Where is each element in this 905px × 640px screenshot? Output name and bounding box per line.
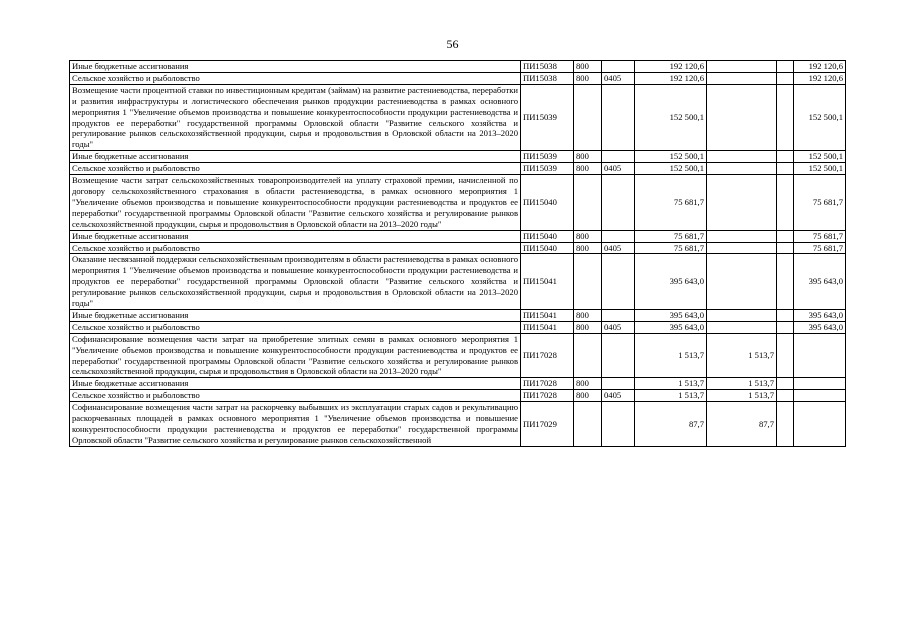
cell-target-code: ПИ15038 [521, 72, 574, 84]
cell-amount-c [777, 254, 794, 310]
cell-section [602, 84, 635, 150]
cell-amount-b [707, 321, 777, 333]
cell-target-code: ПИ15040 [521, 242, 574, 254]
cell-target-code: ПИ17028 [521, 333, 574, 378]
cell-expense-type [574, 402, 602, 447]
cell-target-code: ПИ15039 [521, 151, 574, 163]
cell-amount-b [707, 254, 777, 310]
cell-expense-type: 800 [574, 151, 602, 163]
cell-amount-c [777, 84, 794, 150]
cell-name: Иные бюджетные ассигнования [70, 309, 521, 321]
table-row [70, 321, 846, 333]
cell-expense-type: 800 [574, 163, 602, 175]
cell-total [794, 378, 846, 390]
cell-expense-type [574, 254, 602, 310]
cell-section [602, 402, 635, 447]
cell-amount-a: 395 643,0 [635, 309, 707, 321]
cell-section: 0405 [602, 321, 635, 333]
cell-total [794, 402, 846, 447]
cell-expense-type [574, 84, 602, 150]
cell-total: 152 500,1 [794, 84, 846, 150]
table-row [70, 309, 846, 321]
table-row [70, 390, 846, 402]
table-body [70, 61, 846, 447]
cell-amount-c [777, 175, 794, 231]
cell-amount-a: 75 681,7 [635, 242, 707, 254]
budget-table [69, 60, 846, 447]
cell-target-code: ПИ15040 [521, 230, 574, 242]
cell-amount-a: 192 120,6 [635, 72, 707, 84]
cell-name: Иные бюджетные ассигнования [70, 378, 521, 390]
cell-total [794, 390, 846, 402]
cell-amount-a: 192 120,6 [635, 61, 707, 73]
cell-amount-a: 395 643,0 [635, 254, 707, 310]
cell-amount-b [707, 175, 777, 231]
table-row [70, 151, 846, 163]
cell-amount-c [777, 402, 794, 447]
cell-amount-c [777, 390, 794, 402]
cell-amount-b: 1 513,7 [707, 333, 777, 378]
cell-amount-b [707, 72, 777, 84]
cell-name: Иные бюджетные ассигнования [70, 230, 521, 242]
table-row [70, 230, 846, 242]
cell-section [602, 309, 635, 321]
cell-amount-c [777, 61, 794, 73]
cell-amount-c [777, 321, 794, 333]
cell-expense-type: 800 [574, 309, 602, 321]
cell-amount-c [777, 151, 794, 163]
cell-section [602, 151, 635, 163]
cell-amount-a: 152 500,1 [635, 151, 707, 163]
cell-section: 0405 [602, 72, 635, 84]
cell-total [794, 333, 846, 378]
cell-target-code: ПИ15041 [521, 254, 574, 310]
table-row [70, 402, 846, 447]
cell-amount-b: 1 513,7 [707, 390, 777, 402]
cell-target-code: ПИ17029 [521, 402, 574, 447]
cell-amount-c [777, 72, 794, 84]
table-row [70, 163, 846, 175]
cell-total: 75 681,7 [794, 175, 846, 231]
cell-amount-a: 152 500,1 [635, 84, 707, 150]
cell-amount-a: 75 681,7 [635, 175, 707, 231]
cell-name: Возмещение части затрат сельскохозяйственных товаропроизводителей на уплату страховой премии, начисленной по договору сельскохозяйственного страхования в области растениеводства, в рамках основного мероприятия 1 "Увеличение объемов производства и повышение конкурентоспособности продукции растениеводства и продуктов ее переработки" государственной программы Орловской области "Развитие сельского хозяйства и регулирование рынков сельскохозяйственной продукции, сырья и продовольствия в Орловской области на 2013–2020 годы" [70, 175, 521, 231]
cell-name: Сельское хозяйство и рыболовство [70, 163, 521, 175]
cell-amount-b [707, 61, 777, 73]
table-row [70, 61, 846, 73]
cell-target-code: ПИ17028 [521, 378, 574, 390]
cell-target-code: ПИ15039 [521, 163, 574, 175]
cell-amount-b: 1 513,7 [707, 378, 777, 390]
table-row [70, 378, 846, 390]
cell-total: 192 120,6 [794, 72, 846, 84]
cell-total: 152 500,1 [794, 163, 846, 175]
table-row [70, 254, 846, 310]
cell-total: 395 643,0 [794, 321, 846, 333]
cell-expense-type: 800 [574, 378, 602, 390]
table-row [70, 175, 846, 231]
cell-name: Сельское хозяйство и рыболовство [70, 321, 521, 333]
cell-amount-c [777, 333, 794, 378]
cell-name: Сельское хозяйство и рыболовство [70, 390, 521, 402]
cell-amount-a: 1 513,7 [635, 378, 707, 390]
cell-section [602, 378, 635, 390]
cell-amount-b: 87,7 [707, 402, 777, 447]
cell-section [602, 254, 635, 310]
cell-target-code: ПИ15038 [521, 61, 574, 73]
cell-expense-type: 800 [574, 242, 602, 254]
cell-amount-c [777, 230, 794, 242]
cell-section [602, 230, 635, 242]
cell-amount-b [707, 151, 777, 163]
table-row [70, 333, 846, 378]
cell-expense-type [574, 333, 602, 378]
cell-amount-c [777, 242, 794, 254]
cell-target-code: ПИ15039 [521, 84, 574, 150]
cell-expense-type: 800 [574, 390, 602, 402]
cell-expense-type: 800 [574, 321, 602, 333]
cell-amount-c [777, 163, 794, 175]
cell-amount-b [707, 309, 777, 321]
cell-expense-type [574, 175, 602, 231]
cell-amount-c [777, 378, 794, 390]
table-row [70, 242, 846, 254]
cell-total: 75 681,7 [794, 242, 846, 254]
cell-expense-type: 800 [574, 72, 602, 84]
cell-target-code: ПИ15040 [521, 175, 574, 231]
table-row [70, 84, 846, 150]
cell-name: Возмещение части процентной ставки по инвестиционным кредитам (займам) на развитие растениеводства, переработки и развития инфраструктуры и логистического обеспечения рынков продукции растениеводства в рамках основного мероприятия 1 "Увеличение объемов производства и повышение конкурентоспособности продукции растениеводства и продуктов ее переработки" государственной программы Орловской области "Развитие сельского хозяйства и регулирование рынков сельскохозяйственной продукции, сырья и продовольствия в Орловской области на 2013–2020 годы" [70, 84, 521, 150]
cell-amount-b [707, 84, 777, 150]
cell-total: 152 500,1 [794, 151, 846, 163]
cell-expense-type: 800 [574, 61, 602, 73]
page-number: 56 [446, 37, 459, 51]
cell-name: Сельское хозяйство и рыболовство [70, 242, 521, 254]
cell-expense-type: 800 [574, 230, 602, 242]
cell-name: Иные бюджетные ассигнования [70, 61, 521, 73]
cell-amount-a: 1 513,7 [635, 390, 707, 402]
cell-amount-b [707, 163, 777, 175]
cell-name: Сельское хозяйство и рыболовство [70, 72, 521, 84]
cell-amount-b [707, 230, 777, 242]
cell-amount-b [707, 242, 777, 254]
cell-total: 75 681,7 [794, 230, 846, 242]
cell-name: Иные бюджетные ассигнования [70, 151, 521, 163]
cell-amount-c [777, 309, 794, 321]
cell-name: Софинансирование возмещения части затрат на приобретение элитных семян в рамках основного мероприятия 1 "Увеличение объемов производства и повышение конкурентоспособности продукции растениеводства и продуктов ее переработки" государственной программы Орловской области "Развитие сельского хозяйства и регулирование рынков сельскохозяйственной продукции, сырья и продовольствия в Орловской области на 2013–2020 годы" [70, 333, 521, 378]
table-row [70, 72, 846, 84]
cell-section [602, 175, 635, 231]
cell-target-code: ПИ15041 [521, 321, 574, 333]
cell-target-code: ПИ17028 [521, 390, 574, 402]
cell-amount-a: 1 513,7 [635, 333, 707, 378]
cell-name: Софинансирование возмещения части затрат на раскорчевку выбывших из эксплуатации старых садов и рекультивацию раскорчеванных площадей в рамках основного мероприятия 1 "Увеличение объемов производства и повышение конкурентоспособности продукции растениеводства и продуктов ее переработки" государственной программы Орловской области "Развитие сельского хозяйства и регулирование рынков сельскохозяйственной [70, 402, 521, 447]
cell-total: 192 120,6 [794, 61, 846, 73]
cell-amount-a: 87,7 [635, 402, 707, 447]
cell-target-code: ПИ15041 [521, 309, 574, 321]
cell-total: 395 643,0 [794, 309, 846, 321]
cell-amount-a: 75 681,7 [635, 230, 707, 242]
cell-amount-a: 395 643,0 [635, 321, 707, 333]
cell-section: 0405 [602, 163, 635, 175]
cell-section [602, 61, 635, 73]
cell-amount-a: 152 500,1 [635, 163, 707, 175]
cell-total: 395 643,0 [794, 254, 846, 310]
cell-section [602, 333, 635, 378]
cell-name: Оказание несвязанной поддержки сельскохозяйственным производителям в области растениеводства в рамках основного мероприятия 1 "Увеличение объемов производства и повышение конкурентоспособности продукции растениеводства и продуктов ее переработки" государственной программы Орловской области "Развитие сельского хозяйства и регулирование рынков сельскохозяйственной продукции, сырья и продовольствия в Орловской области на 2013–2020 годы" [70, 254, 521, 310]
cell-section: 0405 [602, 390, 635, 402]
cell-section: 0405 [602, 242, 635, 254]
